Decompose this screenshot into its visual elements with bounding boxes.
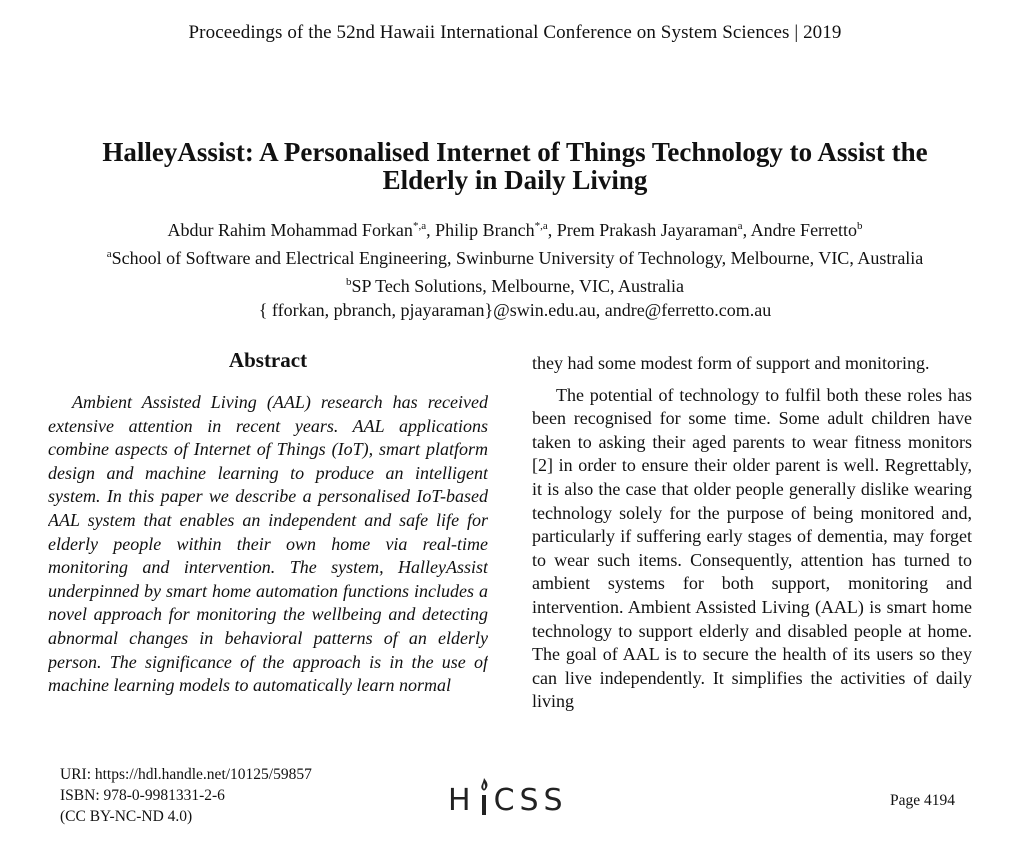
author-block [40, 214, 990, 322]
author-name: Abdur Rahim Mohammad Forkan [167, 220, 413, 240]
footer-license: (CC BY-NC-ND 4.0) [60, 808, 193, 825]
logo-text-left: H [448, 783, 476, 818]
author-name: Andre Ferretto [750, 220, 858, 240]
paper-title-line-2: Elderly in Daily Living [382, 165, 648, 195]
author-sup: *,a [534, 220, 548, 232]
footer-uri: URI: https://hdl.handle.net/10125/59857 [60, 766, 312, 783]
affiliation-sup: b [346, 276, 352, 288]
affiliation-b [40, 270, 990, 298]
author-sup: *,a [412, 220, 427, 232]
author-name: Prem Prakash Jayaraman [556, 220, 738, 240]
author-sup: a [737, 220, 743, 232]
author-list: Abdur Rahim Mohammad Forkan$^{*,a}$, Philip Branch$^{*,a}$, Prem Prakash Jayaraman$^a$, Andre Ferretto$^b$ [167, 220, 863, 240]
abstract-section [48, 347, 488, 715]
proceedings-header: Proceedings of the 52nd Hawaii International Conference on System Sciences | 2019 [188, 22, 842, 43]
abstract-text: Ambient Assisted Living (AAL) research has received extensive attention in recent years. AAL applications combine aspects of Internet of Things (IoT), smart platform design and machine learning to produce an intelligent system. In this paper we describe a personalised IoT-based AAL system that enables an independent and safe life for elderly people within their own home via real-time monitoring and intervention. The system, HalleyAssist underpinned by smart home automation functions includes a novel approach for monitoring the wellbeing and detecting abnormal changes in behavioral patterns of an elderly person. The significance of the approach is in the use of machine learning models to automatically learn normal [48, 392, 488, 696]
author-emails: { fforkan, pbranch, pjayaraman}@swin.edu.au, andre@ferretto.com.au [258, 300, 772, 320]
author-sup: b [857, 220, 863, 232]
affiliation-sup: a [106, 248, 112, 260]
affiliation-text: SP Tech Solutions, Melbourne, VIC, Australia [351, 276, 684, 296]
paper-title [60, 138, 970, 194]
affiliation-text: School of Software and Electrical Engineering, Swinburne University of Technology, Melbourne, VIC, Australia [111, 248, 924, 268]
paper-title-line-1: HalleyAssist: A Personalised Internet of Things Technology to Assist the [102, 137, 928, 167]
page-number: Page 4194 [890, 792, 956, 809]
author-name: Philip Branch [435, 220, 535, 240]
footer-isbn: ISBN: 978-0-9981331-2-6 [60, 787, 225, 804]
hicss-logo [448, 774, 568, 818]
abstract-heading: Abstract [228, 348, 308, 372]
body-paragraph-2: The potential of technology to fulfil both these roles has been recognised for some time. Some adult children have taken to asking their aged parents to wear fitness monitors [2] in order to ensure their older parent is well. Regrettably, it is also the case that older people generally dislike wearing technology solely for the purpose of being monitored and, particularly if suffering early stages of dementia, may forget to wear such items. Consequently, attention has turned to ambient systems for both support, monitoring and intervention. Ambient Assisted Living (AAL) is smart home technology to support elderly and disabled people at home. The goal of AAL is to secure the health of its users so they can live independently. It simplifies the activities of daily living [532, 384, 972, 712]
affiliation-a [40, 242, 990, 270]
footer-metadata [60, 764, 312, 827]
body-paragraph-1: they had some modest form of support and monitoring. [532, 353, 930, 373]
body-column [532, 352, 972, 712]
torch-icon [478, 788, 490, 818]
logo-text-right: CSS [493, 783, 568, 818]
